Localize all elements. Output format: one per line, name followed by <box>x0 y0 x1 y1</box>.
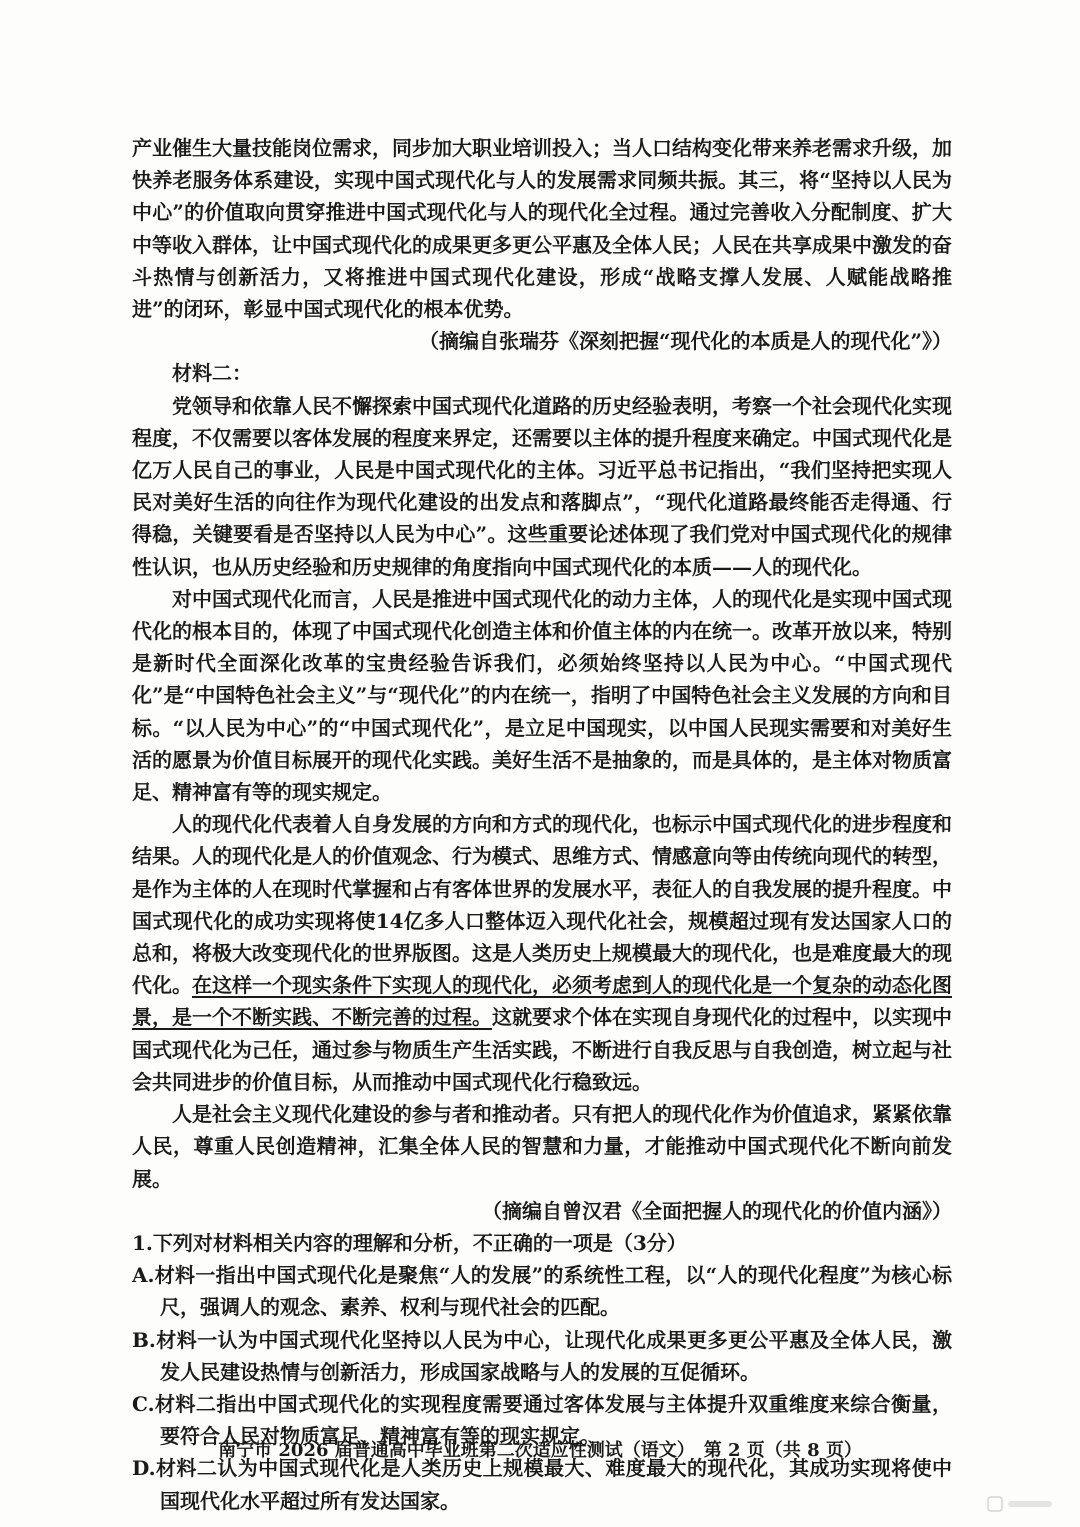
material1-source: （摘编自张瑞芬《深刻把握“现代化的本质是人的现代化”》） <box>418 329 952 354</box>
material2-paragraph-4: 人是社会主义现代化建设的参与者和推动者。只有把人的现代化作为价值追求，紧紧依靠人民，尊重人民创造精神，汇集全体人民的智慧和力量，才能推动中国式现代化不断向前发展。 <box>132 1102 952 1191</box>
option-d: D.材料二认为中国式现代化是人类历史上规模最大、难度最大的现代化，其成功实现将使中国现代化水平超过所有发达国家。 <box>132 1456 952 1513</box>
paragraph-3-text-after: 这就要求个体在实现自身现代化的过程中，以实现中国式现代化为己任，通过参与物质生产生活实践，不断进行自我反思与自我创造，树立起与社会共同进步的价值目标，从而推动中国式现代化行稳致远。 <box>132 1005 952 1094</box>
underlined-sentence: 在这样一个现实条件下实现人的现代化，必须考虑到人的现代化是一个复杂的动态化图景，是一个不断实践、不断完善的过程。 <box>132 973 952 1030</box>
material2-heading: 材料二： <box>172 361 252 386</box>
material1-continuation: 产业催生大量技能岗位需求，同步加大职业培训投入；当人口结构变化带来养老需求升级，加快养老服务体系建设，实现中国式现代化与人的发展需求同频共振。其三，将“坚持以人民为中心”的价值取向贯穿推进中国式现代化与人的现代化全过程。通过完善收入分配制度、扩大中等收入群体，让中国式现代化的成果更多更公平惠及全体人民；人民在共享成果中激发的奋斗热情与创新活力，又将推进中国式现代化建设，形成“战略支撑人发展、人赋能战略推进”的闭环，彰显中国式现代化的根本优势。 <box>132 136 952 322</box>
page-footer: 南宁市 2026 届普通高中毕业班第二次适应性测试（语文） 第 2 页（共 8 页） <box>218 1440 862 1461</box>
watermark-icon <box>986 1493 1056 1515</box>
page-content <box>132 132 952 1517</box>
option-c: C.材料二指出中国式现代化的实现程度需要通过客体发展与主体提升双重维度来综合衡量，要符合人民对物质富足、精神富有等的现实规定。 <box>132 1391 952 1449</box>
material2-paragraph-2: 对中国式现代化而言，人民是推进中国式现代化的动力主体，人的现代化是实现中国式现代化的根本目的，体现了中国式现代化创造主体和价值主体的内在统一。改革开放以来，特别是新时代全面深化改革的宝贵经验告诉我们，必须始终坚持以人民为中心。“中国式现代化”是“中国特色社会主义”与“现代化”的内在统一，指明了中国特色社会主义发展的方向和目标。“以人民为中心”的“中国式现代化”，是立足中国现实，以中国人民现实需要和对美好生活的愿景为价值目标展开的现代化实践。美好生活不是抽象的，而是具体的，是主体对物质富足、精神富有等的现实规定。 <box>132 586 952 805</box>
option-b: B.材料一认为中国式现代化坚持以人民为中心，让现代化成果更多更公平惠及全体人民，激发人民建设热情与创新活力，形成国家战略与人的发展的互促循环。 <box>132 1327 952 1384</box>
material2-source: （摘编自曾汉君《全面把握人的现代化的价值内涵》） <box>482 1198 952 1223</box>
question-1-stem: 1.下列对材料相关内容的理解和分析，不正确的一项是（3分） <box>132 1230 687 1255</box>
paragraph-3-text-before: 人的现代化代表着人自身发展的方向和方式的现代化，也标示中国式现代化的进步程度和结果。人的现代化是人的价值观念、行为模式、思维方式、情感意向等由传统向现代的转型，是作为主体的人在现时代掌握和占有客体世界的发展水平，表征人的自我发展的提升程度。中国式现代化的成功实现将使14亿多人口整体迈入现代化社会，规模超过现有发达国家人口的总和，将极大改变现代化的世界版图。这是人类历史上规模最大的现代化，也是难度最大的现代化。 <box>132 812 952 998</box>
material2-paragraph-1: 党领导和依靠人民不懈探索中国式现代化道路的历史经验表明，考察一个社会现代化实现程度，不仅需要以客体发展的程度来界定，还需要以主体的提升程度来确定。中国式现代化是亿万人民自己的事业，人民是中国式现代化的主体。习近平总书记指出，“我们坚持把实现人民对美好生活的向往作为现代化建设的出发点和落脚点”，“现代化道路最终能否走得通、行得稳，关键要看是否坚持以人民为中心”。这些重要论述体现了我们党对中国式现代化的规律性认识，也从历史经验和历史规律的角度指向中国式现代化的本质——人的现代化。 <box>132 393 952 579</box>
material2-paragraph-3 <box>132 808 952 1098</box>
option-a: A.材料一指出中国式现代化是聚焦“人的发展”的系统性工程，以“人的现代化程度”为核心标尺，强调人的观念、素养、权利与现代社会的匹配。 <box>132 1263 952 1320</box>
